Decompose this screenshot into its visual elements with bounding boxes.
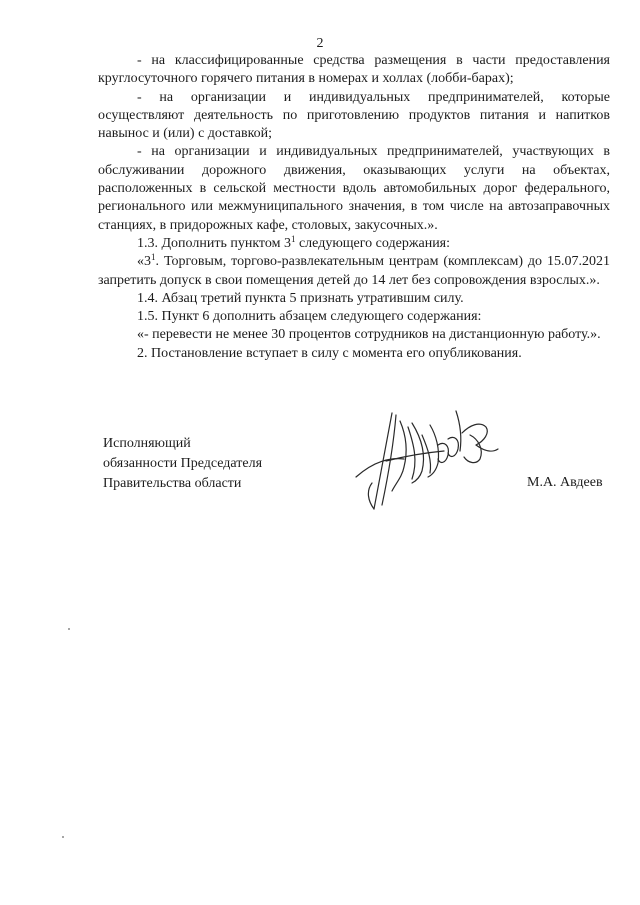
document-body bbox=[98, 52, 610, 363]
point-3-1-superscript: 1 bbox=[151, 252, 156, 263]
signatory-position-line-1: Исполняющий bbox=[103, 436, 191, 451]
paragraph-item-1-5: 1.5. Пункт 6 дополнить абзацем следующего содержания: bbox=[137, 309, 482, 325]
paragraph-effective-date: 2. Постановление вступает в силу с момента его опубликования. bbox=[137, 345, 522, 361]
paragraph-item-1-3 bbox=[98, 235, 610, 253]
scan-speck bbox=[62, 836, 64, 838]
signatory-position bbox=[103, 434, 262, 493]
paragraph-takeaway: - на организации и индивидуальных предпринимателей, которые осуществляют деятельность по приготовлению продуктов питания и напитков навынос и (или) с доставкой; bbox=[98, 89, 610, 142]
point-3-1-open: «3 bbox=[137, 254, 151, 270]
paragraph-item-1-4: 1.4. Абзац третий пункта 5 признать утратившим силу. bbox=[137, 290, 464, 306]
signer-name: М.А. Авдеев bbox=[527, 475, 603, 490]
signatory-position-line-3: Правительства области bbox=[103, 475, 242, 491]
paragraph-hotels: - на классифицированные средства размещения в части предоставления круглосуточного горячего питания в номерах и холлах (лобби-барах); bbox=[98, 53, 610, 87]
paragraph-shopping-centers bbox=[98, 253, 610, 290]
item-1-3-text-end: следующего содержания: bbox=[295, 235, 451, 251]
handwritten-signature bbox=[352, 405, 500, 515]
item-1-3-superscript: 1 bbox=[290, 233, 296, 244]
paragraph-road-services: - на организации и индивидуальных предпринимателей, участвующих в обслуживании дорожного движения, оказывающих услуги на объектах, расположенных в сельской местности вдоль автомобильных дорог федерального, регионального или межмуниципального значения, в том числе на автозаправочных станциях, в придорожных кафе, столовых, закусочных.». bbox=[98, 144, 610, 233]
scan-speck bbox=[68, 628, 70, 630]
paragraph-remote-work: «- перевести не менее 30 процентов сотрудников на дистанционную работу.». bbox=[137, 327, 601, 343]
item-1-3-text: 1.3. Дополнить пунктом 3 bbox=[137, 235, 291, 251]
signatory-position-line-2: обязанности Председателя bbox=[103, 455, 263, 471]
point-3-1-text: . Торговым, торгово-развлекательным центрам (комплексам) до 15.07.2021 запретить допуск в свои помещения детей до 14 лет без сопровождения взрослых.». bbox=[98, 254, 610, 288]
page-number: 2 bbox=[316, 36, 324, 51]
